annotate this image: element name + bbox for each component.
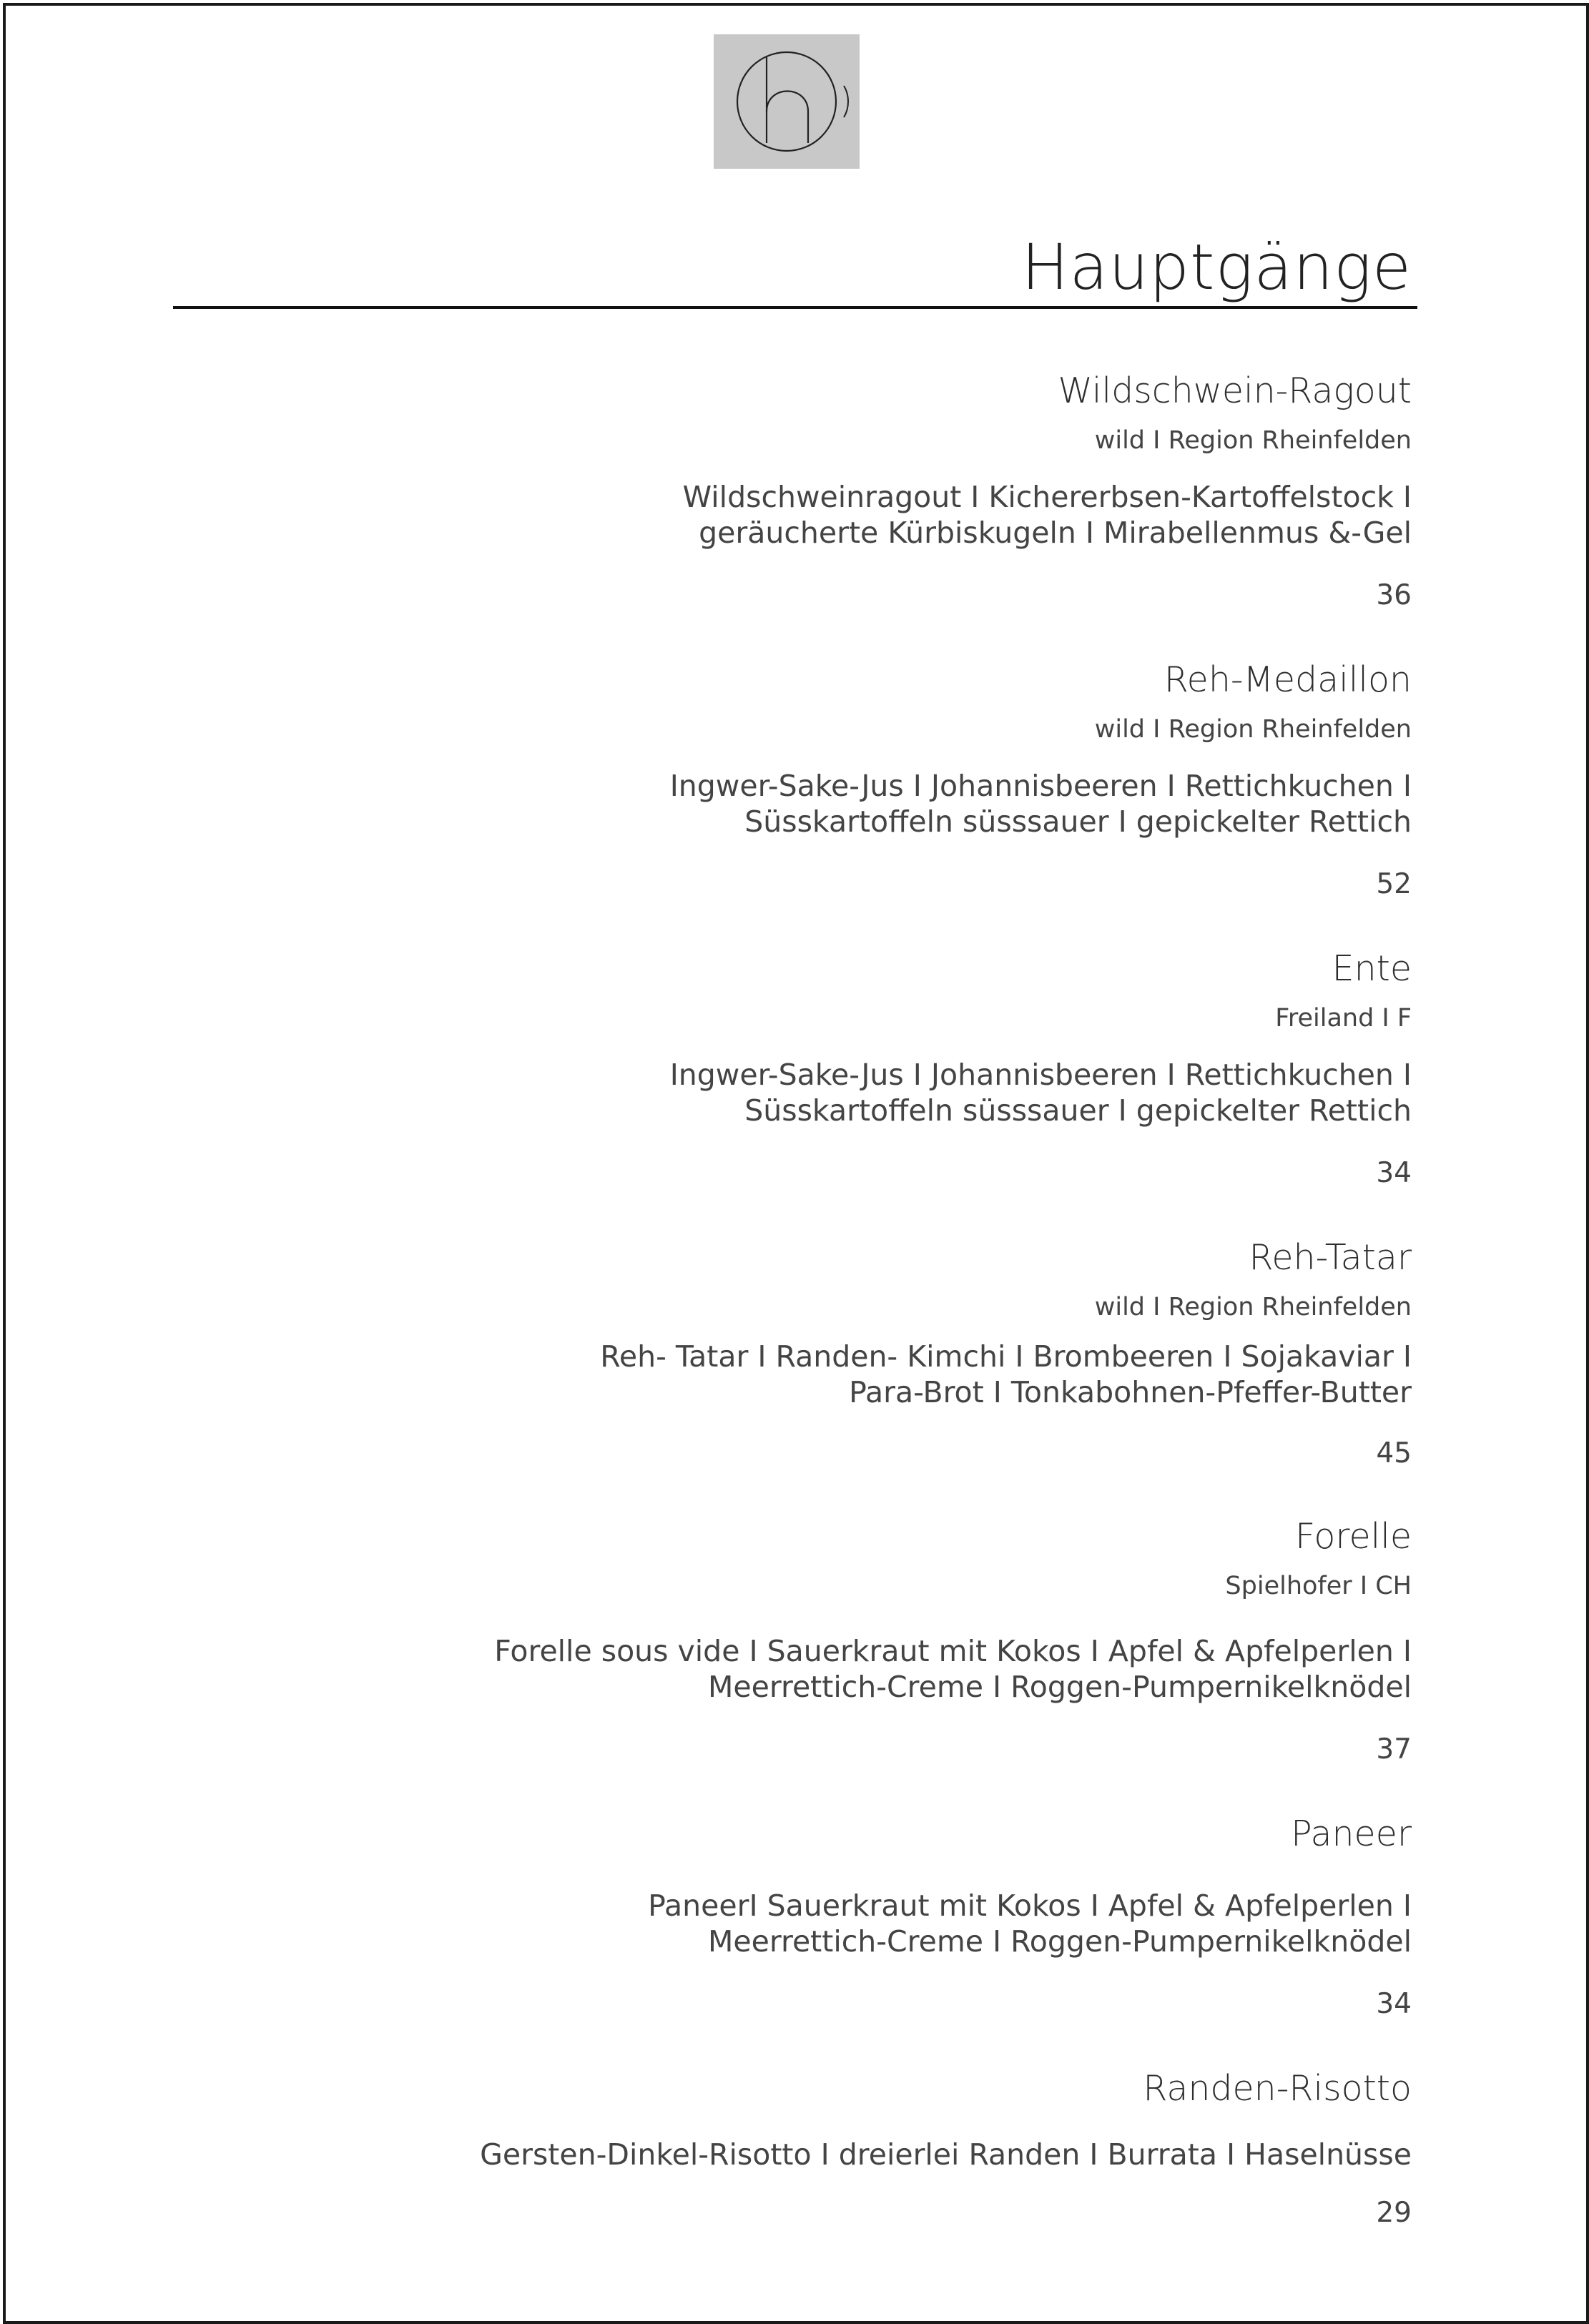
- dish-description-line: geräucherte Kürbiskugeln I Mirabellenmus &-Gel: [699, 516, 1412, 550]
- dish-description-line: Süsskartoffeln süsssauer I gepickelter Rettich: [744, 1093, 1412, 1128]
- dish-name: Reh-Medaillon: [1164, 659, 1412, 700]
- dish-name: Wildschwein-Ragout: [1058, 370, 1412, 411]
- dish-origin: wild I Region Rheinfelden: [1094, 426, 1412, 455]
- dish-description-line: PaneerI Sauerkraut mit Kokos I Apfel & Apfelperlen I: [648, 1889, 1412, 1923]
- dish-origin: Spielhofer I CH: [1225, 1572, 1412, 1600]
- dish-origin: wild I Region Rheinfelden: [1094, 715, 1412, 744]
- dish-description-line: Wildschweinragout I Kichererbsen-Kartoffelstock I: [682, 480, 1412, 514]
- dish-description: [648, 1888, 1412, 1959]
- page-border: [3, 3, 1589, 2324]
- dish-description-line: Ingwer-Sake-Jus I Johannisbeeren I Rettichkuchen I: [669, 1058, 1412, 1092]
- title-divider: [173, 306, 1417, 309]
- dish-name: Reh-Tatar: [1249, 1237, 1412, 1278]
- dish-origin: wild I Region Rheinfelden: [1094, 1293, 1412, 1321]
- dish-description-line: Forelle sous vide I Sauerkraut mit Kokos I Apfel & Apfelperlen I: [494, 1634, 1412, 1668]
- dish-price: 36: [1376, 579, 1412, 611]
- dish-name: Forelle: [1294, 1516, 1412, 1557]
- dish-origin: Freiland I F: [1275, 1004, 1412, 1033]
- dish-price: 29: [1376, 2197, 1412, 2229]
- dish-name: Randen-Risotto: [1143, 2068, 1412, 2109]
- dish-description-line: Para-Brot I Tonkabohnen-Pfeffer-Butter: [849, 1375, 1412, 1409]
- dish-description: [494, 1633, 1412, 1705]
- page-title: Hauptgänge: [1021, 230, 1412, 304]
- dish-description-line: Ingwer-Sake-Jus I Johannisbeeren I Rettichkuchen I: [669, 769, 1412, 803]
- dish-name: Ente: [1332, 948, 1412, 989]
- dish-description-line: Meerrettich-Creme I Roggen-Pumpernikelknödel: [708, 1924, 1412, 1959]
- dish-description: [683, 479, 1412, 551]
- dish-price: 34: [1376, 1157, 1412, 1189]
- dish-price: 52: [1376, 868, 1412, 900]
- dish-description: [670, 768, 1412, 840]
- logo: [714, 34, 860, 169]
- dish-price: 45: [1376, 1437, 1412, 1469]
- dish-description-line: Reh- Tatar I Randen- Kimchi I Brombeeren I Sojakaviar I: [600, 1339, 1412, 1374]
- h-monogram-logo-icon: [714, 34, 860, 169]
- dish-description: [670, 1057, 1412, 1128]
- dish-description-line: Süsskartoffeln süsssauer I gepickelter Rettich: [744, 804, 1412, 839]
- dish-price: 34: [1376, 1988, 1412, 2020]
- dish-price: 37: [1376, 1733, 1412, 1766]
- dish-name: Paneer: [1291, 1813, 1412, 1854]
- dish-description-line: Gersten-Dinkel-Risotto I dreierlei Randen I Burrata I Haselnüsse: [480, 2137, 1412, 2172]
- dish-description: [480, 2137, 1412, 2172]
- dish-description: [600, 1339, 1412, 1410]
- dish-description-line: Meerrettich-Creme I Roggen-Pumpernikelknödel: [708, 1670, 1412, 1704]
